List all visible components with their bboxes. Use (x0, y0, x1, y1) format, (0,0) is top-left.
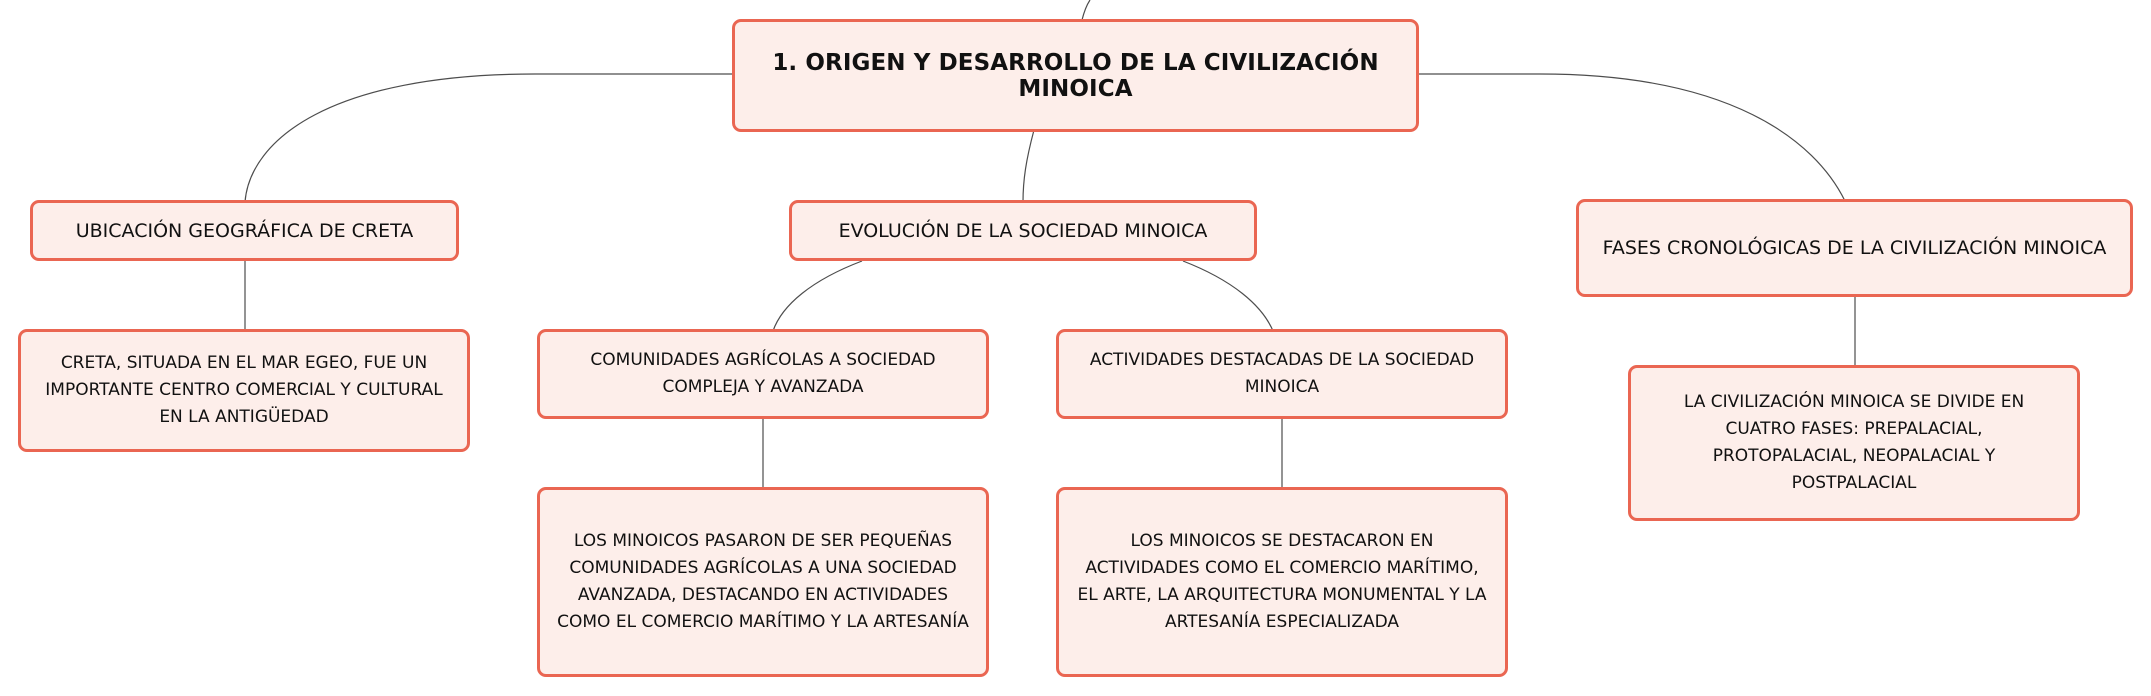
detail-fases-text: LA CIVILIZACIÓN MINOICA SE DIVIDE EN CUATRO FASES: PREPALACIAL, PROTOPALACIAL, NEOPALACIAL Y POSTPALACIAL (1683, 392, 2025, 493)
topic-evolucion-sociedad[interactable] (789, 200, 1257, 261)
connector-root-to-evolucion (1023, 130, 1034, 202)
detail-actividades[interactable] (1056, 487, 1508, 677)
detail-actividades-text: LOS MINOICOS SE DESTACARON EN ACTIVIDADES COMO EL COMERCIO MARÍTIMO, EL ARTE, LA ARQUITECTURA MONUMENTAL Y LA ARTESANÍA ESPECIALIZADA (1077, 531, 1487, 632)
root-topic-label: 1. ORIGEN Y DESARROLLO DE LA CIVILIZACIÓN MINOICA (772, 49, 1379, 102)
topic-fases-cronologicas[interactable] (1576, 199, 2133, 297)
connector-evolucion-to-actividades (1183, 261, 1273, 331)
topic-evolucion-label: EVOLUCIÓN DE LA SOCIEDAD MINOICA (838, 219, 1208, 242)
detail-comunidades[interactable] (537, 487, 989, 677)
connector-root-to-parent (1082, 0, 1090, 20)
subtopic-actividades-label: ACTIVIDADES DESTACADAS DE LA SOCIEDAD MINOICA (1089, 350, 1475, 397)
connector-root-to-ubicacion (245, 74, 734, 202)
connector-root-to-fases (1417, 74, 1845, 201)
topic-ubicacion-geografica[interactable] (30, 200, 459, 261)
detail-ubicacion[interactable] (18, 329, 470, 452)
detail-comunidades-text: LOS MINOICOS PASARON DE SER PEQUEÑAS COMUNIDADES AGRÍCOLAS A UNA SOCIEDAD AVANZADA, DESTACANDO EN ACTIVIDADES COMO EL COMERCIO MARÍTIMO Y LA ARTESANÍA (557, 531, 969, 632)
detail-ubicacion-text: CRETA, SITUADA EN EL MAR EGEO, FUE UN IMPORTANTE CENTRO COMERCIAL Y CULTURAL EN LA ANTIGÜEDAD (45, 353, 443, 427)
root-topic[interactable] (732, 19, 1419, 132)
subtopic-comunidades-label: COMUNIDADES AGRÍCOLAS A SOCIEDAD COMPLEJA Y AVANZADA (590, 350, 936, 397)
subtopic-actividades-destacadas[interactable] (1056, 329, 1508, 419)
topic-fases-label: FASES CRONOLÓGICAS DE LA CIVILIZACIÓN MINOICA (1602, 237, 2107, 259)
detail-fases[interactable] (1628, 365, 2080, 521)
subtopic-comunidades-agricolas[interactable] (537, 329, 989, 419)
connector-evolucion-to-comunidades (773, 261, 862, 331)
topic-ubicacion-label: UBICACIÓN GEOGRÁFICA DE CRETA (75, 219, 414, 242)
